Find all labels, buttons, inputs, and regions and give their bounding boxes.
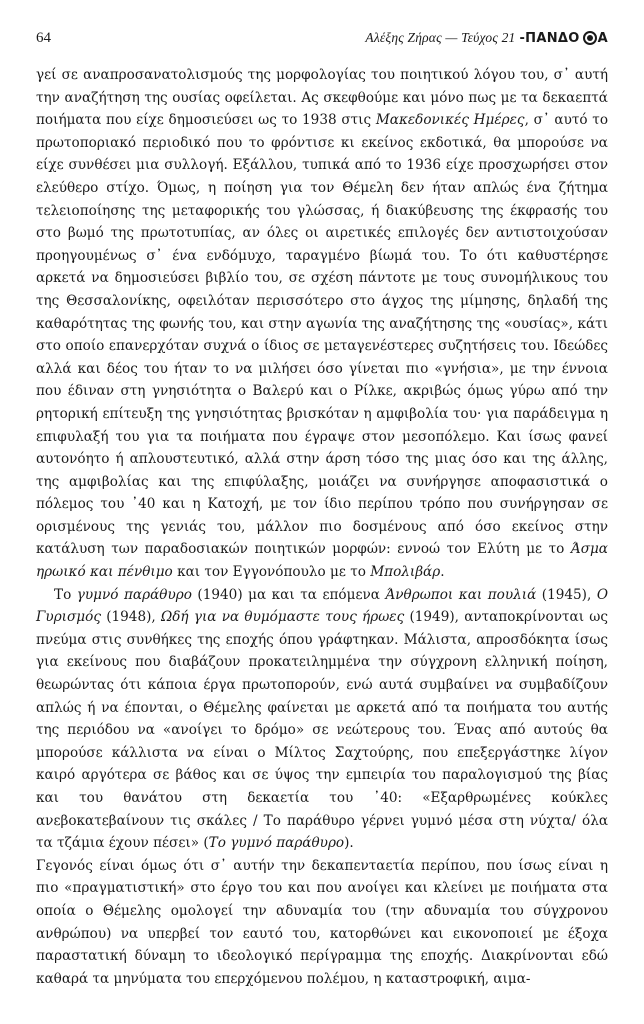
italic-title: Άνθρωποι και πουλιά <box>385 586 537 603</box>
text-run: (1945), <box>536 586 597 603</box>
running-head-text: Αλέξης Ζήρας — Τεύχος 21 <box>365 30 516 45</box>
page-header <box>36 30 608 52</box>
text-run: ). <box>344 835 354 852</box>
article-body <box>36 64 608 990</box>
pandora-circle-logo-icon <box>583 31 597 45</box>
text-run: (1949), ανταποκρίνονται ως πνεύμα στις συνθήκες της εποχής όπου γράφτηκαν. Μάλιστα, απροσδόκητα ίσως για εκείνους που διαβάζουν προκατειλημμένα την σύγχρονη ελληνική ποίηση, θεωρώντας ότι κάποια έργα πρωτοπορούν, ενώ αυτά συμβαίνει να συμβαδίζουν απλώς ή να έπονται, ο Θέμελης φαίνεται με αρκετά από τα ποιήματα του αυτής της περιόδου να «ανοίγει το δρόμο» σε νεώτερους του. Ένας από αυτούς θα μπορούσε κάλλιστα να είναι ο Μίλτος Σαχτούρης, που επεξεργάστηκε λίγον καιρό αργότερα σε βάθος και σε ύψος την εμπειρία του παραλογισμού της βίας και του θανάτου στη δεκαετία του ᾽40: «Εξαρθρωμένες κούκλες ανεβοκατεβαίνουν τις σκάλες / Το παράθυρο γέρνει γυμνό μέσα στη νύχτα/ όλα τα τζάμια έχουν πέσει» ( <box>36 609 608 852</box>
italic-title: Μακεδονικές Ημέρες <box>375 112 525 129</box>
paragraph <box>36 64 608 584</box>
paragraph <box>36 855 608 991</box>
text-run: . <box>440 564 445 581</box>
italic-title: Ωδή για να θυμόμαστε τους ήρωες <box>160 609 405 626</box>
italic-title: Το γυμνό παράθυρο <box>208 835 345 852</box>
text-run: (1948), <box>100 609 161 626</box>
pandora-logo <box>519 31 608 46</box>
text-run: γεί σε αναπροσανατολισμούς της μορφολογίας του ποιητικού λόγου του, σ᾽ αυτή την αναζήτηση της ουσίας οφείλεται. Ας σκεφθούμε και μόνο πως με τα δεκαεπτά ποιήματα που είχε δημοσιεύσει ως το 1938 στις <box>36 67 608 129</box>
running-head <box>365 30 608 46</box>
text-run: , σ᾽ αυτό το πρωτοποριακό περιοδικό που το φρόντισε κι εκείνος εκδοτικά, θα μπορούσε να είχε συνθέσει μια συλλογή. Εξάλλου, τυπικά από το 1936 είχε προσχωρήσει στον ελεύθερο στίχο. Όμως, η ποίηση για τον Θέμελη δεν ήταν απλώς ένα ζήτημα τελειοποίησης της μεταφορικής του γλώσσας, ή διακύβευσης της έκφρασής του στο βωμό της πρωτοτυπίας, αν όλες οι αιρετικές επιλογές δεν αντιστοιχούσαν προηγουμένως σ᾽ ένα ενδόμυχο, ταραγμένο βίωμά του. Το ότι καθυστέρησε αρκετά να δημοσιεύσει βιβλίο του, σε σχέση πάντοτε με τους συνομήλικους του της Θεσσαλονίκης, οφειλόταν περισσότερο στο άγχος της μίμησης, δηλαδή της καθαρότητας της φωνής του, και στην αγωνία της αναζήτησης της «ουσίας», κάτι στο οποίο επανερχόταν συχνά ο ίδιος σε μεταγενέστερες συζητήσεις του. Ιδεώδες αλλά και δέος του ήταν το να μιλήσει όσο γίνεται πιο «γνήσια», με την έννοια που έδιναν στη γνησιότητα ο Βαλερύ και ο Ρίλκε, ακριβώς όμως γύρω από την ρητορική επίτευξη της γνησιότητας βρισκόταν η αμφιβολία του· για παράδειγμα η επιφυλαξή του για τα ποιήματα που έγραψε στον μεσοπόλεμο. Και ίσως φανεί αυτονόητο ή απλουστευτικό, αλλά στην άρση τόσο της μιας όσο και της άλλης, της αμφιβολίας και της επιφύλαξης, μοιάζει να συνήργησε αποφασιστικά ο πόλεμος του ᾽40 και η Κατοχή, με τον ίδιο περίπου τρόπο που συνήργησαν σε ορισμένους της γενιάς του, μάλλον πιο δοσμένους από όσο εκείνος στην κατάλυση των παραδοσιακών ποιητικών μορφών: εννοώ τον Ελύτη με το <box>36 112 609 558</box>
text-run: και τον Εγγονόπουλο με το <box>172 564 371 581</box>
paragraph <box>36 584 608 855</box>
italic-title: Άσμα ηρωικό και πένθιμο <box>36 541 608 581</box>
text-run: Γεγονός είναι όμως ότι σ᾽ αυτήν την δεκαπενταετία περίπου, που ίσως είναι η πιο «πραγματιστική» στο έργο του και που ανοίγει και κλείνει με ποιήματα στα οποία ο Θέμελης ομολογεί την αδυναμία του (την αδυναμία του σύγχρονου ανθρώπου) να υπερβεί τον εαυτό του, κατορθώνει και εικονοποιεί με έξοχα παραστατική δύναμη το ιδεολογικό περίγραμμα της εποχής. Διακρίνονται εδώ καθαρά τα μηνύματα του επερχόμενου πολέμου, η καταστροφική, αιμα- <box>36 857 608 987</box>
italic-title: γυμνό παράθυρο <box>76 586 192 603</box>
text-run: Το <box>54 586 77 603</box>
page-number: 64 <box>36 30 51 46</box>
logo-lead-text: -ΠΑΝΔΟ <box>519 30 580 46</box>
text-run: (1940) μα και τα επόμενα <box>191 586 386 603</box>
logo-tail-text: Α <box>597 30 608 46</box>
italic-title: Ο Γυρισμός <box>36 586 608 626</box>
italic-title: Μπολιβάρ <box>370 564 441 581</box>
